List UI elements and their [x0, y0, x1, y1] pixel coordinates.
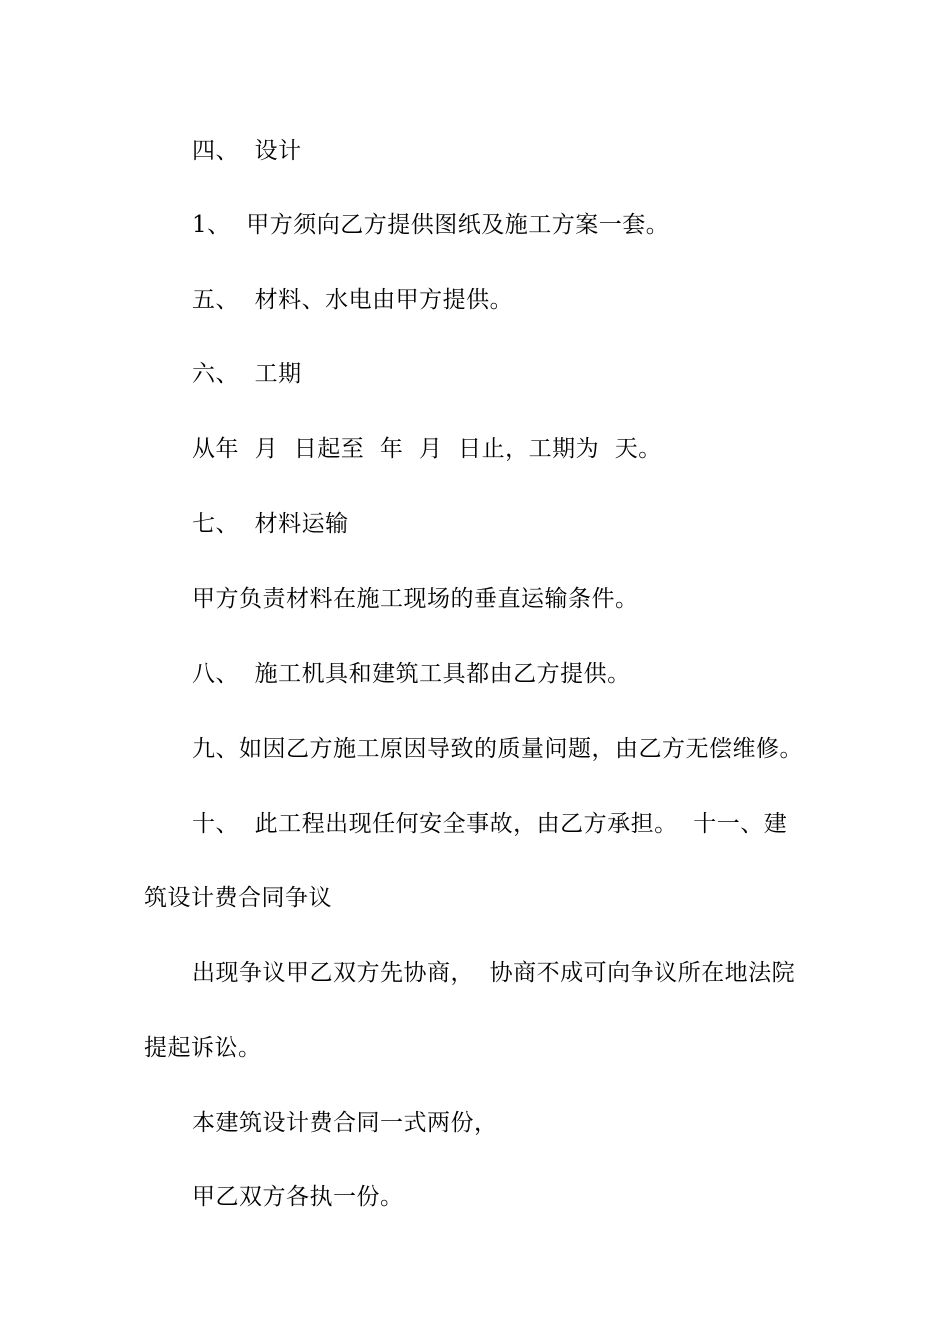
section-6-heading: 六、 工期 [192, 361, 302, 387]
copies-text-continued: 甲乙双方各执一份。 [192, 1184, 404, 1210]
section-4-heading: 四、 设计 [192, 138, 302, 164]
dispute-text-continued: 提起诉讼。 [144, 1035, 262, 1061]
duration-text: 从年 月 日起至 年 月 日止，工期为 天。 [192, 436, 662, 462]
section-5-heading: 五、 材料、水电由甲方提供。 [192, 287, 514, 313]
section-11-continued: 筑设计费合同争议 [144, 885, 332, 911]
section-7-heading: 七、 材料运输 [192, 511, 349, 537]
section-10-heading: 十、 此工程出现任何安全事故，由乙方承担。 十一、建 [192, 811, 788, 837]
transport-text: 甲方负责材料在施工现场的垂直运输条件。 [192, 586, 639, 612]
section-9-heading: 九、如因乙方施工原因导致的质量问题，由乙方无偿维修。 [192, 736, 803, 762]
clause-4-1: 1、 甲方须向乙方提供图纸及施工方案一套。 [192, 212, 670, 238]
dispute-text: 出现争议甲乙双方先协商， 协商不成可向争议所在地法院 [192, 960, 796, 986]
section-8-heading: 八、 施工机具和建筑工具都由乙方提供。 [192, 661, 631, 687]
copies-text: 本建筑设计费合同一式两份， [192, 1110, 498, 1136]
